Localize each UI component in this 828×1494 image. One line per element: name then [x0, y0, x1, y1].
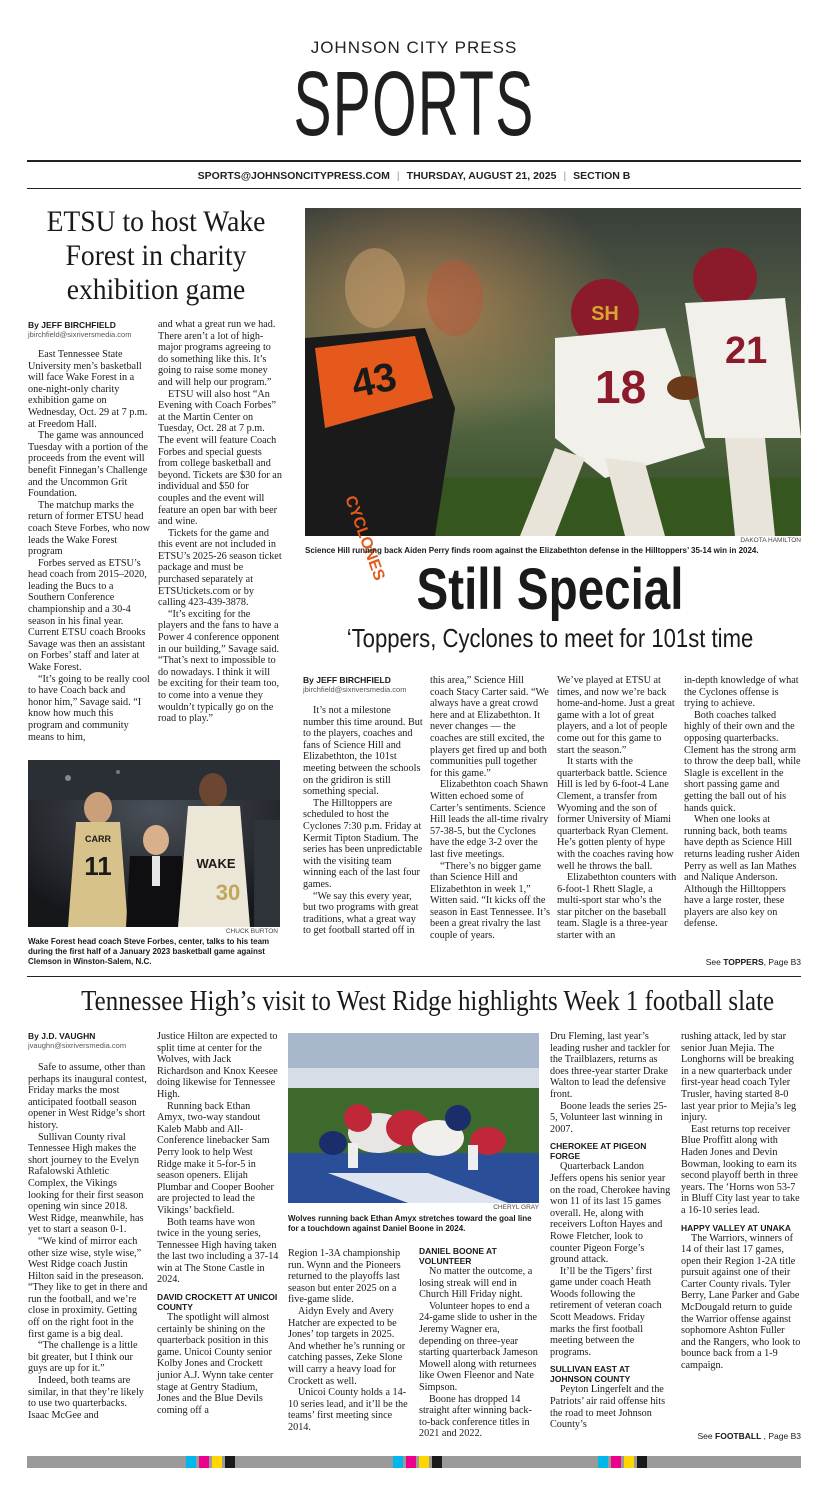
subhead-happy-valley-unaka: HAPPY VALLEY AT UNAKA [681, 1222, 792, 1233]
magenta-swatch [406, 1456, 416, 1468]
svg-text:WAKE: WAKE [196, 856, 236, 871]
paragraph: “We say this every year, but two programs with great traditions, what a great way to get football started off in [303, 890, 419, 937]
paragraph: East returns top receiver Blue Proffitt along with Haden Jones and Devin Bowman, looking to earn its second playoff berth in three years. The ‘Horns won 53-7 in Bluff City last year to take a 16-10 series lead. [681, 1123, 800, 1216]
paragraph: Forbes served as ETSU’s head coach from 2015–2020, leading the Bucs to a Southern Conference championship and a 30-4 season in his final year. Current ETSU coach Brooks Savage was then an assistant on Forbes’ staff and later at Wake Forest. [28, 557, 147, 674]
paragraph: The spotlight will almost certainly be shining on the quarterback position in this game. Unicoi County senior Kolby Jones and Crockett junior A.J. Wynn take center stage at Gentry Stadium, Jones and the Blue Devils coming off a [157, 1312, 274, 1416]
special-column-2 [430, 675, 550, 960]
paragraph: Both coaches talked highly of their own and the opposing quarterbacks. Clement has the strong arm to throw the deep ball, while Slagle is excellent in the short passing game and getting the ball out of his hands quick. [684, 709, 801, 814]
subhead-boone-volunteer: DANIEL BOONE AT VOLUNTEER [419, 1246, 497, 1266]
black-swatch [432, 1456, 442, 1468]
paragraph: Region 1-3A championship run. Wynn and the Pioneers returned to the playoffs last season but enter 2025 on a five-game slide. [288, 1248, 401, 1306]
paragraph: this area,” Science Hill coach Stacy Carter said. “We always have a great crowd here and at Elizabethton. It never changes — the coaches are still excited, the players get fired up and both communities pull together for this game.” [430, 675, 549, 779]
paragraph: Elizabethton counters with 6-foot-1 Rhett Slagle, a multi-sport star who’s the star pitcher on the baseball team. Slagle is a three-year starter with an [557, 872, 677, 942]
week1-column-5 [550, 1031, 672, 1451]
publication-name: JOHNSON CITY PRESS [310, 38, 518, 57]
section-label: SECTION B [573, 170, 631, 182]
still-special-headline: Still Special [416, 557, 684, 622]
paragraph: Indeed, both teams are similar, in that they’re likely to use two quarterbacks. Isaac McGee and [28, 1375, 144, 1421]
paragraph: East Tennessee State University men’s basketball will face Wake Forest in a one-night-only charity exhibition game on Wednesday, Oct. 29 at 7 p.m. at Freedom Hall. [28, 349, 148, 430]
svg-text:11: 11 [84, 851, 112, 881]
basketball-photo-art [28, 760, 280, 927]
paragraph: It starts with the quarterback battle. Science Hill is led by 6-foot-4 Lane Clement, a transfer from Wyoming and the son of former University of Miami quarterback Ryan Clement. He’s gotten plenty of hype with the coaches raving how well he throws the ball. [557, 756, 674, 872]
paragraph: Sullivan County rival Tennessee High makes the short journey to the Evelyn Rafalowski Athletic Complex, the Vikings looking for their first season opening win since 2018. West Ridge, meanwhile, has yet to start a season 0-1. [28, 1131, 144, 1236]
jump-prefix: See [705, 957, 721, 967]
issue-date: THURSDAY, AUGUST 21, 2025 [406, 170, 557, 182]
main-photo-credit: DAKOTA HAMILTON [740, 537, 801, 544]
week1-byline: By J.D. VAUGHN [28, 1031, 96, 1041]
week1-column-4 [419, 1246, 539, 1446]
goal-line-photo [288, 1033, 539, 1203]
paragraph: and what a great run we had. There aren’t a lot of high-major programs agreeing to do something like this. It’s going to raise some money and will help our program.” [158, 319, 276, 388]
cyan-swatch [598, 1456, 608, 1468]
svg-text:18: 18 [595, 361, 647, 413]
black-swatch [225, 1456, 235, 1468]
etsu-email[interactable]: jbirchfield@sixriversmedia.com [28, 330, 132, 339]
masthead-rule [27, 160, 801, 162]
special-byline-block [303, 675, 423, 694]
sports-email[interactable]: SPORTS@JOHNSONCITYPRESS.COM [197, 170, 390, 182]
paragraph: “We kind of mirror each other size wise, style wise,” West Ridge coach Justin Hilton said in the preseason. “They like to get in there and run the football, and we’re close in proximity. Getting off on the right foot in the first game is a big deal. [28, 1235, 148, 1340]
basketball-caption: Wake Forest head coach Steve Forbes, center, talks to his team during the first half of a January 2023 basketball game against Clemson in Winston-Salem, N.C. [28, 937, 270, 966]
dateline-rule [27, 188, 801, 189]
special-column-3 [557, 675, 677, 960]
paragraph: Both teams have won twice in the young series, Tennessee High having taken the last two including a 37-14 win at The Stone Castle in 2024. [157, 1216, 279, 1286]
paragraph: Aidyn Evely and Avery Hatcher are expected to be Jones’ top targets in 2025. And whether he’s running or catching passes, Zeke Slone will carry a heavy load for Crockett as well. [288, 1305, 406, 1387]
etsu-headline: ETSU to host Wake Forest in charity exhibition game [46, 205, 266, 306]
yellow-swatch [624, 1456, 634, 1468]
section-divider [27, 976, 801, 977]
dateline: SPORTS@JOHNSONCITYPRESS.COM | THURSDAY, AUGUST 21, 2025 | SECTION B [197, 170, 631, 182]
paragraph: Boone has dropped 14 straight after winning back-to-back conference titles in 2021 and 2022. [419, 1393, 532, 1440]
toppers-jump-link[interactable] [600, 957, 801, 967]
svg-text:CARR: CARR [85, 834, 111, 844]
week1-byline-block [28, 1031, 148, 1050]
paragraph: Quarterback Landon Jeffers opens his senior year on the road, Cherokee having won 11 of its last 15 games overall. He, along with receivers Lofton Hayes and Rowe Fletcher, look to counter Pigeon Forge’s ground attack. [550, 1161, 671, 1266]
etsu-column-1 [28, 349, 150, 755]
paragraph: ETSU will also host “An Evening with Coach Forbes” at the Martin Center on Tuesday, Oct. 28 at 7 p.m. The event will feature Coach Forbes and special guests from college basketball and beyond. Tickets are $30 for an individual and $50 for couples and the event will feature an open bar with beer and wine. [158, 388, 282, 528]
football-jump-link[interactable] [620, 1431, 801, 1441]
paragraph: Safe to assume, other than perhaps its inaugural contest, Friday marks the most anticipated football season opener in West Ridge’s short history. [28, 1062, 147, 1131]
jump-word: TOPPERS [723, 957, 764, 967]
paragraph: Unicoi County holds a 14-10 series lead, and it’ll be the teams’ first meeting since 2014. [288, 1387, 408, 1433]
paragraph: It’s not a milestone number this time around. But to the players, coaches and fans of Science Hill and Elizabethton, the 101st meeting between the schools on the gridiron is still something special. [303, 705, 423, 798]
paragraph: The Hilltoppers are scheduled to host the Cyclones 7:30 p.m. Friday at Kermit Tipton Stadium. The series has been unpredictable with the visiting team winning each of the last four games. [303, 797, 423, 890]
magenta-swatch [611, 1456, 621, 1468]
paragraph: When one looks at running back, both teams have depth as Science Hill returns leading rusher Aiden Perry as well as Ian Mathes and Nalique Anderson. Although the Hilltoppers have a large roster, these players are also key on defense. [684, 814, 800, 930]
svg-text:CYCLONES: CYCLONES [341, 493, 388, 583]
subhead-cherokee-pigeon-forge: CHEROKEE AT PIGEON FORGE [550, 1141, 647, 1162]
jump-page: , Page B3 [763, 957, 801, 967]
paragraph: “It’s exciting for the players and the fans to have a Power 4 conference opponent in our building,” Savage said. “That’s next to impossible to do nowadays. I think it will be exciting for their team too, to come into a venue they wouldn’t typically go on the road to play.” [158, 608, 280, 725]
paragraph: “There’s no bigger game than Science Hill and Elizabethton in week 1,” Witten said. “It kicks off the season in East Tennessee. It’s been a great rivalry the last couple of years. [430, 860, 550, 942]
paragraph: Justice Hilton are expected to split time at center for the Wolves, with Jack Richardson and Knox Keesee doing likewise for Tennessee High. [157, 1031, 278, 1100]
week1-column-1 [28, 1062, 148, 1452]
svg-text:30: 30 [215, 880, 241, 905]
paragraph: rushing attack, led by star senior Juan Mejia. The Longhorns will be breaking in a new quarterback under first-year head coach Tyler Trusler, having started 8-0 last year prior to Mejia’s leg injury. [681, 1031, 797, 1124]
special-byline: By JEFF BIRCHFIELD [303, 675, 391, 685]
week1-column-6 [681, 1031, 801, 1431]
week1-column-3 [288, 1248, 408, 1448]
paragraph: “It’s going to be really cool to have Coach back and honor him,” Savage said. “I know how much this program and community means to him, [28, 673, 150, 743]
black-swatch [637, 1456, 647, 1468]
jump-prefix: See [697, 1431, 713, 1441]
special-column-4 [684, 675, 802, 945]
paragraph: Peyton Lingerfelt and the Patriots’ air raid offense hits the road to meet Johnson County’s [550, 1384, 666, 1431]
paragraph: Dru Fleming, last year’s leading rusher and tackler for the Trailblazers, returns as does three-year starter Drake Walton to lead the defensive front. [550, 1031, 670, 1100]
cyan-swatch [186, 1456, 196, 1468]
etsu-byline-block [28, 320, 148, 339]
paragraph: The matchup marks the return of former ETSU head coach Steve Forbes, who now leads the Wake Forest program [28, 499, 150, 558]
paragraph: We’ve played at ETSU at times, and now we’re back home-and-home. Just a great game with a lot of great players, and a lot of people come out for this game to start the season.” [557, 675, 675, 756]
paragraph: It’ll be the Tigers’ first game under coach Heath Woods following the retirement of veteran coach Scott Meadows. Friday marks the first football meeting between the programs. [550, 1265, 662, 1358]
week1-headline: Tennessee High’s visit to West Ridge highlights Week 1 football slate [81, 985, 775, 1017]
week1-column-2 [157, 1031, 279, 1451]
paragraph: The game was announced Tuesday with a portion of the proceeds from the event will benefit Finnegan’s Challenge and the Uncommon Grit Foundation. [28, 430, 148, 500]
svg-text:21: 21 [725, 330, 768, 372]
jump-word: FOOTBALL [715, 1431, 762, 1441]
goal-line-caption: Wolves running back Ethan Amyx stretches toward the goal line for a touchdown against Daniel Boone in 2024. [288, 1214, 532, 1233]
paragraph: Boone leads the series 25-5, Volunteer last winning in 2007. [550, 1100, 667, 1135]
svg-text:SH: SH [591, 303, 619, 325]
special-column-1 [303, 705, 423, 960]
paragraph: No matter the outcome, a losing streak will end in Church Hill Friday night. [419, 1266, 533, 1301]
cyan-swatch [393, 1456, 403, 1468]
etsu-byline: By JEFF BIRCHFIELD [28, 320, 116, 330]
basketball-photo-credit: CHUCK BURTON [225, 928, 278, 935]
goal-line-photo-art [288, 1033, 539, 1203]
paragraph: Running back Ethan Amyx, two-way standout Kaleb Mabb and All-Conference linebacker Sam Perry look to help West Ridge make it 5-for-5 in season openers. Elijah Plumbar and Cooper Booher are projected to lead the Vikings’ backfield. [157, 1100, 274, 1216]
yellow-swatch [419, 1456, 429, 1468]
subhead-crockett-unicoi: DAVID CROCKETT AT UNICOI COUNTY [157, 1292, 278, 1313]
paragraph: Volunteer hopes to end a 24-game slide to usher in the Jeremy Wagner era, depending on three-year starting quarterback Jameson Mowell along with returnees like Owen Fleenor and Nate Simpson. [419, 1300, 538, 1393]
week1-email[interactable]: jvaughn@sixriversmedia.com [28, 1041, 127, 1050]
still-special-deck: ‘Toppers, Cyclones to meet for 101st time [346, 623, 754, 653]
goal-line-photo-credit: CHERYL GRAY [493, 1204, 539, 1211]
paragraph: Elizabethton coach Shawn Witten echoed some of Carter’s sentiments. Science Hill leads the all-time rivalry 57-38-5, but the Cyclones have the edge 3-2 over the last five meetings. [430, 779, 549, 860]
paragraph: in-depth knowledge of what the Cyclones offense is trying to achieve. [684, 675, 799, 710]
subhead-sullivan-east-johnson: SULLIVAN EAST AT JOHNSON COUNTY [550, 1364, 631, 1385]
svg-text:43: 43 [347, 354, 401, 407]
magenta-swatch [199, 1456, 209, 1468]
section-title: SPORTS [293, 53, 535, 155]
paragraph: Tickets for the game and this event are not included in ETSU’s 2025-26 season ticket package and must be purchased separately at ETSUtickets.com or by calling 423-439-3878. [158, 527, 282, 609]
special-email[interactable]: jbirchfield@sixriversmedia.com [303, 685, 407, 694]
main-photo-caption: Science Hill running back Aiden Perry finds room against the Elizabethton defense in the Hilltoppers’ 35-14 win in 2024. [305, 546, 759, 555]
paragraph: “The challenge is a little bit greater, but I think our guys are up for it.” [28, 1340, 138, 1375]
paragraph: The Warriors, winners of 14 of their last 17 games, open their Region 1-2A title pursuit against one of their Carter County rivals. Tyler Berry, Lane Parker and Gabe McDougald return to guide the Warrior offense against sophomore Ashton Fuller and the Rangers, who look to bounce back from a 1-9 campaign. [681, 1232, 801, 1372]
basketball-photo [28, 760, 280, 927]
jump-page: , Page B3 [761, 1431, 801, 1441]
yellow-swatch [212, 1456, 222, 1468]
etsu-column-2 [158, 319, 282, 755]
